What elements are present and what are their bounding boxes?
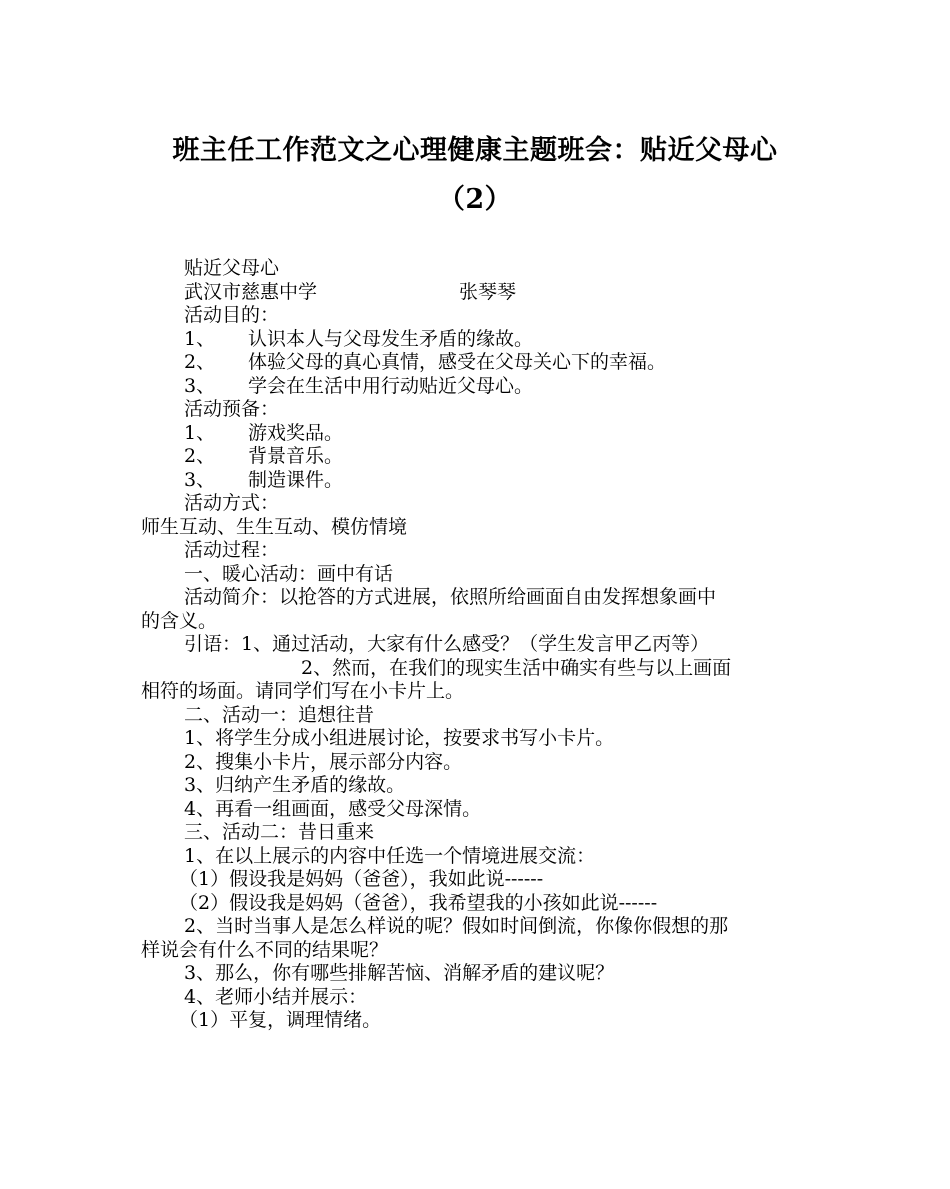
list-item: 3、归纳产生矛盾的缘故。 — [184, 774, 406, 796]
paragraph-line: 2、然而，在我们的现实生活中确实有些与以上画面 — [301, 656, 732, 679]
list-item: 2、 体验父母的真心真情，感受在父母关心下的幸福。 — [184, 351, 667, 373]
list-item: 3、 学会在生活中用行动贴近父母心。 — [184, 374, 534, 397]
mode-text: 师生互动、生生互动、模仿情境 — [141, 515, 408, 538]
author-name: 张琴琴 — [459, 280, 517, 303]
list-item: 2、 背景音乐。 — [184, 445, 344, 467]
part3-title: 三、活动二：昔日重来 — [184, 821, 375, 843]
goals-label: 活动目的： — [184, 304, 280, 326]
part1-title: 一、暖心活动：画中有话 — [184, 562, 394, 585]
list-item: 1、将学生分成小组进展讨论，按要求书写小卡片。 — [184, 727, 615, 749]
list-item: 1、 认识本人与父母发生矛盾的缘故。 — [184, 327, 534, 350]
document-title: 班主任工作范文之心理健康主题班会：贴近父母心 — [172, 135, 778, 166]
list-item: 3、 制造课件。 — [184, 468, 344, 491]
list-item: 4、老师小结并展示： — [184, 985, 368, 1008]
mode-label: 活动方式： — [184, 492, 280, 514]
list-item: 1、 游戏奖品。 — [184, 421, 344, 444]
paragraph-line: 2、当时当事人是怎么样说的呢？假如时间倒流，你像你假想的那 — [184, 915, 729, 937]
paragraph-line: 相符的场面。请同学们写在小卡片上。 — [141, 680, 465, 702]
sub-item: （1）假设我是妈妈（爸爸），我如此说------ — [179, 868, 544, 890]
part2-title: 二、活动一：追想往昔 — [184, 703, 375, 726]
school-name: 武汉市慈惠中学 — [184, 280, 318, 303]
sub-item: （2）假设我是妈妈（爸爸），我希望我的小孩如此说------ — [179, 891, 658, 914]
list-item: 2、搜集小卡片，展示部分内容。 — [184, 750, 463, 773]
author-line — [141, 281, 811, 305]
prep-label: 活动预备： — [184, 398, 280, 420]
list-item: 4、再看一组画面，感受父母深情。 — [184, 797, 482, 820]
paragraph-line: 引语：1、通过活动，大家有什么感受？（学生发言甲乙丙等） — [184, 633, 710, 655]
list-item: 3、那么，你有哪些排解苦恼、消解矛盾的建议呢？ — [184, 962, 615, 984]
process-label: 活动过程： — [184, 539, 280, 561]
paragraph-line: 的含义。 — [141, 609, 218, 632]
section-heading: 贴近父母心 — [184, 257, 280, 279]
paragraph-line: 样说会有什么不同的结果呢？ — [141, 938, 389, 961]
document-title-suffix: （2） — [437, 184, 513, 215]
sub-item: （1）平复，调理情绪。 — [179, 1009, 382, 1031]
paragraph-line: 活动简介：以抢答的方式进展，依照所给画面自由发挥想象画中 — [184, 586, 717, 608]
list-item: 1、在以上展示的内容中任选一个情境进展交流： — [184, 844, 596, 867]
document-body — [141, 257, 811, 1033]
